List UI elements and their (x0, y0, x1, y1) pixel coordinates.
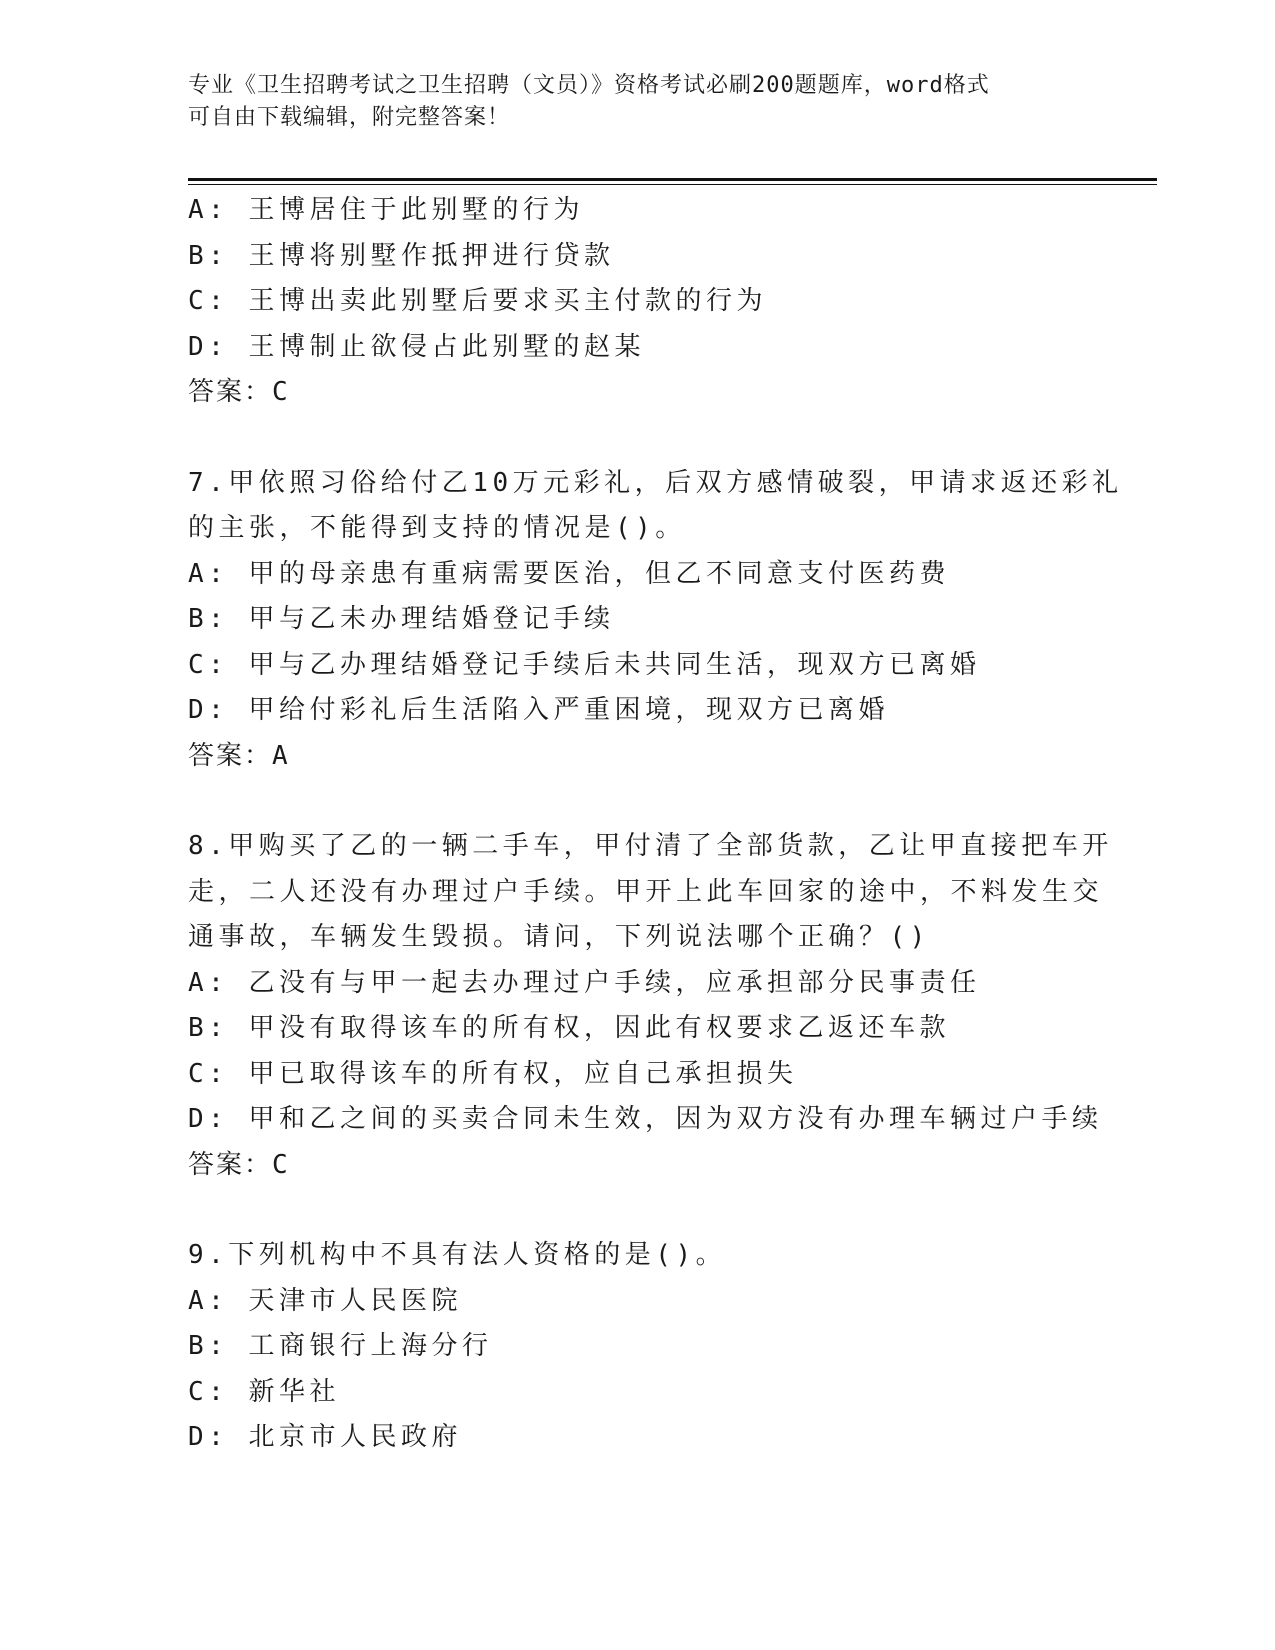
option-c: C: 甲与乙办理结婚登记手续后未共同生活，现双方已离婚 (188, 649, 981, 680)
option-b: B: 甲与乙未办理结婚登记手续 (188, 604, 615, 634)
answer-line: 答案：A (188, 740, 290, 771)
question-6 (188, 188, 1088, 416)
question-stem-line-2: 走，二人还没有办理过户手续。甲开上此车回家的途中，不料发生交 (188, 876, 1104, 907)
option-d: D: 甲给付彩礼后生活陷入严重困境，现双方已离婚 (188, 695, 889, 725)
question-stem-line-1: 7.甲依照习俗给付乙10万元彩礼，后双方感情破裂，甲请求返还彩礼 (188, 467, 1123, 498)
question-7 (188, 461, 1123, 780)
option-d: D: 王博制止欲侵占此别墅的赵某 (188, 331, 645, 362)
header-line-2: 可自由下载编辑，附完整答案！ (188, 105, 511, 130)
question-9 (188, 1233, 1088, 1461)
question-stem-line-3: 通事故，车辆发生毁损。请问，下列说法哪个正确？() (188, 922, 930, 952)
spacer (188, 1188, 1088, 1233)
option-c: C: 王博出卖此别墅后要求买主付款的行为 (188, 286, 767, 316)
header-line-1: 专业《卫生招聘考试之卫生招聘（文员）》资格考试必刷200题题库，word格式 (188, 73, 990, 98)
option-a: A: 天津市人民医院 (188, 1285, 462, 1316)
option-c: C: 甲已取得该车的所有权，应自己承担损失 (188, 1058, 798, 1089)
option-a: A: 王博居住于此别墅的行为 (188, 195, 584, 225)
option-d: D: 甲和乙之间的买卖合同未生效，因为双方没有办理车辆过户手续 (188, 1104, 1103, 1134)
spacer (188, 779, 1088, 824)
question-stem-line-2: 的主张，不能得到支持的情况是()。 (188, 513, 686, 543)
question-8 (188, 824, 1113, 1188)
question-stem-line-1: 8.甲购买了乙的一辆二手车，甲付清了全部货款，乙让甲直接把车开 (188, 831, 1113, 861)
option-b: B: 工商银行上海分行 (188, 1331, 493, 1361)
option-c: C: 新华社 (188, 1376, 340, 1407)
option-b: B: 甲没有取得该车的所有权，因此有权要求乙返还车款 (188, 1013, 950, 1043)
header-divider-thick (188, 178, 1157, 181)
answer-line: 答案：C (188, 1149, 290, 1180)
answer-line: 答案：C (188, 377, 290, 407)
option-d: D: 北京市人民政府 (188, 1422, 462, 1452)
spacer (188, 416, 1088, 461)
question-content (188, 188, 1123, 1461)
option-a: A: 乙没有与甲一起去办理过户手续，应承担部分民事责任 (188, 967, 981, 998)
question-stem-line-1: 9.下列机构中不具有法人资格的是()。 (188, 1240, 727, 1270)
option-b: B: 王博将别墅作抵押进行贷款 (188, 240, 615, 271)
document-header (188, 70, 1088, 134)
option-a: A: 甲的母亲患有重病需要医治，但乙不同意支付医药费 (188, 558, 950, 589)
header-divider-thin (188, 184, 1157, 185)
